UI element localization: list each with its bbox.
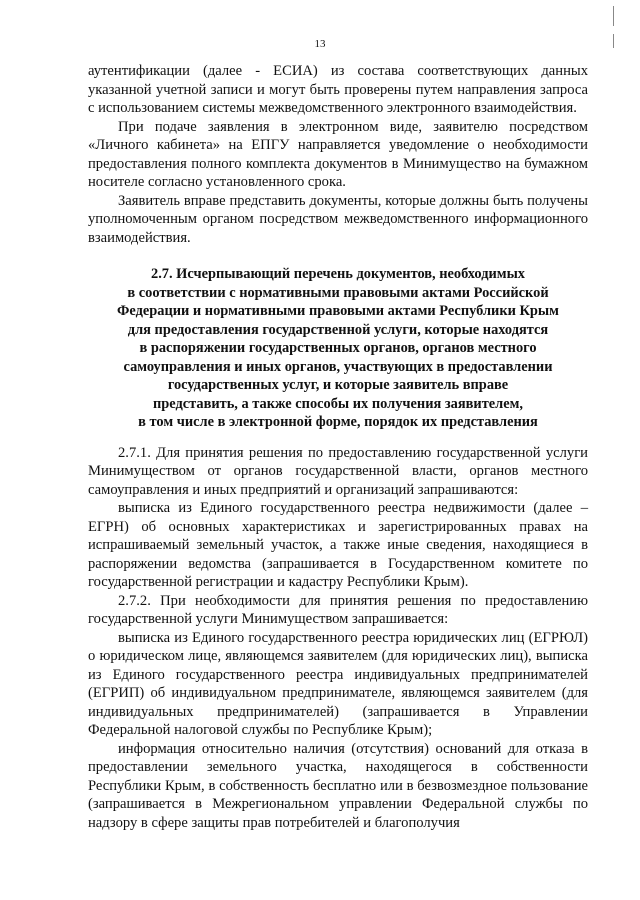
paragraph: 2.7.1. Для принятия решения по предоставлению государственной услуги Минимуществом от органов государственной власти, органов местного самоуправления и иных предприятий и организаций запрашиваются: bbox=[88, 444, 588, 498]
heading-line: 2.7. Исчерпывающий перечень документов, необходимых bbox=[151, 266, 525, 282]
heading-line: для предоставления государственной услуги, которые находятся bbox=[127, 321, 549, 338]
paragraph: аутентификации (далее - ЕСИА) из состава соответствующих данных указанной учетной записи и могут быть проверены путем направления запроса с использованием системы межведомственного электронного взаимодействия. bbox=[88, 63, 588, 116]
paragraph: выписка из Единого государственного реестра недвижимости (далее – ЕГРН) об основных характеристиках и зарегистрированных правах на испрашиваемый земельный участок, а также иные сведения, находящиеся в распоряжении ведомства (запрашивается в Государственном комитете по государственной регистрации и кадастру Республики Крым). bbox=[88, 500, 588, 590]
heading-line: государственных услуг, и которые заявитель вправе bbox=[167, 377, 509, 393]
heading-line: Федерации и нормативными правовыми актами Республики Крым bbox=[117, 303, 559, 319]
heading-line: в соответствии с нормативными правовыми актами Российской bbox=[127, 284, 549, 301]
paragraph: 2.7.2. При необходимости для принятия решения по предоставлению государственной услуги Минимуществом запрашивается: bbox=[88, 592, 588, 627]
heading-line: самоуправления и иных органов, участвующих в предоставлении bbox=[123, 358, 553, 375]
document-body bbox=[88, 62, 588, 832]
heading-line: в распоряжении государственных органов, органов местного bbox=[139, 340, 537, 356]
paragraph: информация относительно наличия (отсутствия) оснований для отказа в предоставлении земельного участка, находящегося в собственности Республики Крым, в собственность бесплатно или в безвозмездное пользование (запрашивается в Межрегиональном управлении Федеральной службы по надзору в сфере защиты прав потребителей и благополучия bbox=[88, 740, 588, 831]
heading-line: в том числе в электронной форме, порядок их представления bbox=[138, 414, 538, 430]
paragraph: Заявитель вправе представить документы, которые должны быть получены уполномоченным органом посредством межведомственного информационного взаимодействия. bbox=[88, 192, 588, 246]
paragraph: При подаче заявления в электронном виде, заявителю посредством «Личного кабинета» на ЕПГУ направляется уведомление о необходимости предоставления полного комплекта документов в Минимущество на бумажном носителе согласно установленного срока. bbox=[88, 118, 588, 190]
edge-mark bbox=[613, 6, 614, 26]
heading-line: представить, а также способы их получения заявителем, bbox=[152, 395, 524, 412]
page-number: 13 bbox=[314, 38, 326, 50]
paragraph: выписка из Единого государственного реестра юридических лиц (ЕГРЮЛ) о юридическом лице, являющемся заявителем (для юридических лиц), выписка из Единого государственного реестра индивидуальных предпринимателей (ЕГРИП) об индивидуальном предпринимателе, являющемся заявителем (для индивидуальных предпринимателей) (запрашивается в Управлении Федеральной налоговой службы по Республике Крым); bbox=[88, 629, 588, 738]
section-heading bbox=[88, 265, 588, 432]
